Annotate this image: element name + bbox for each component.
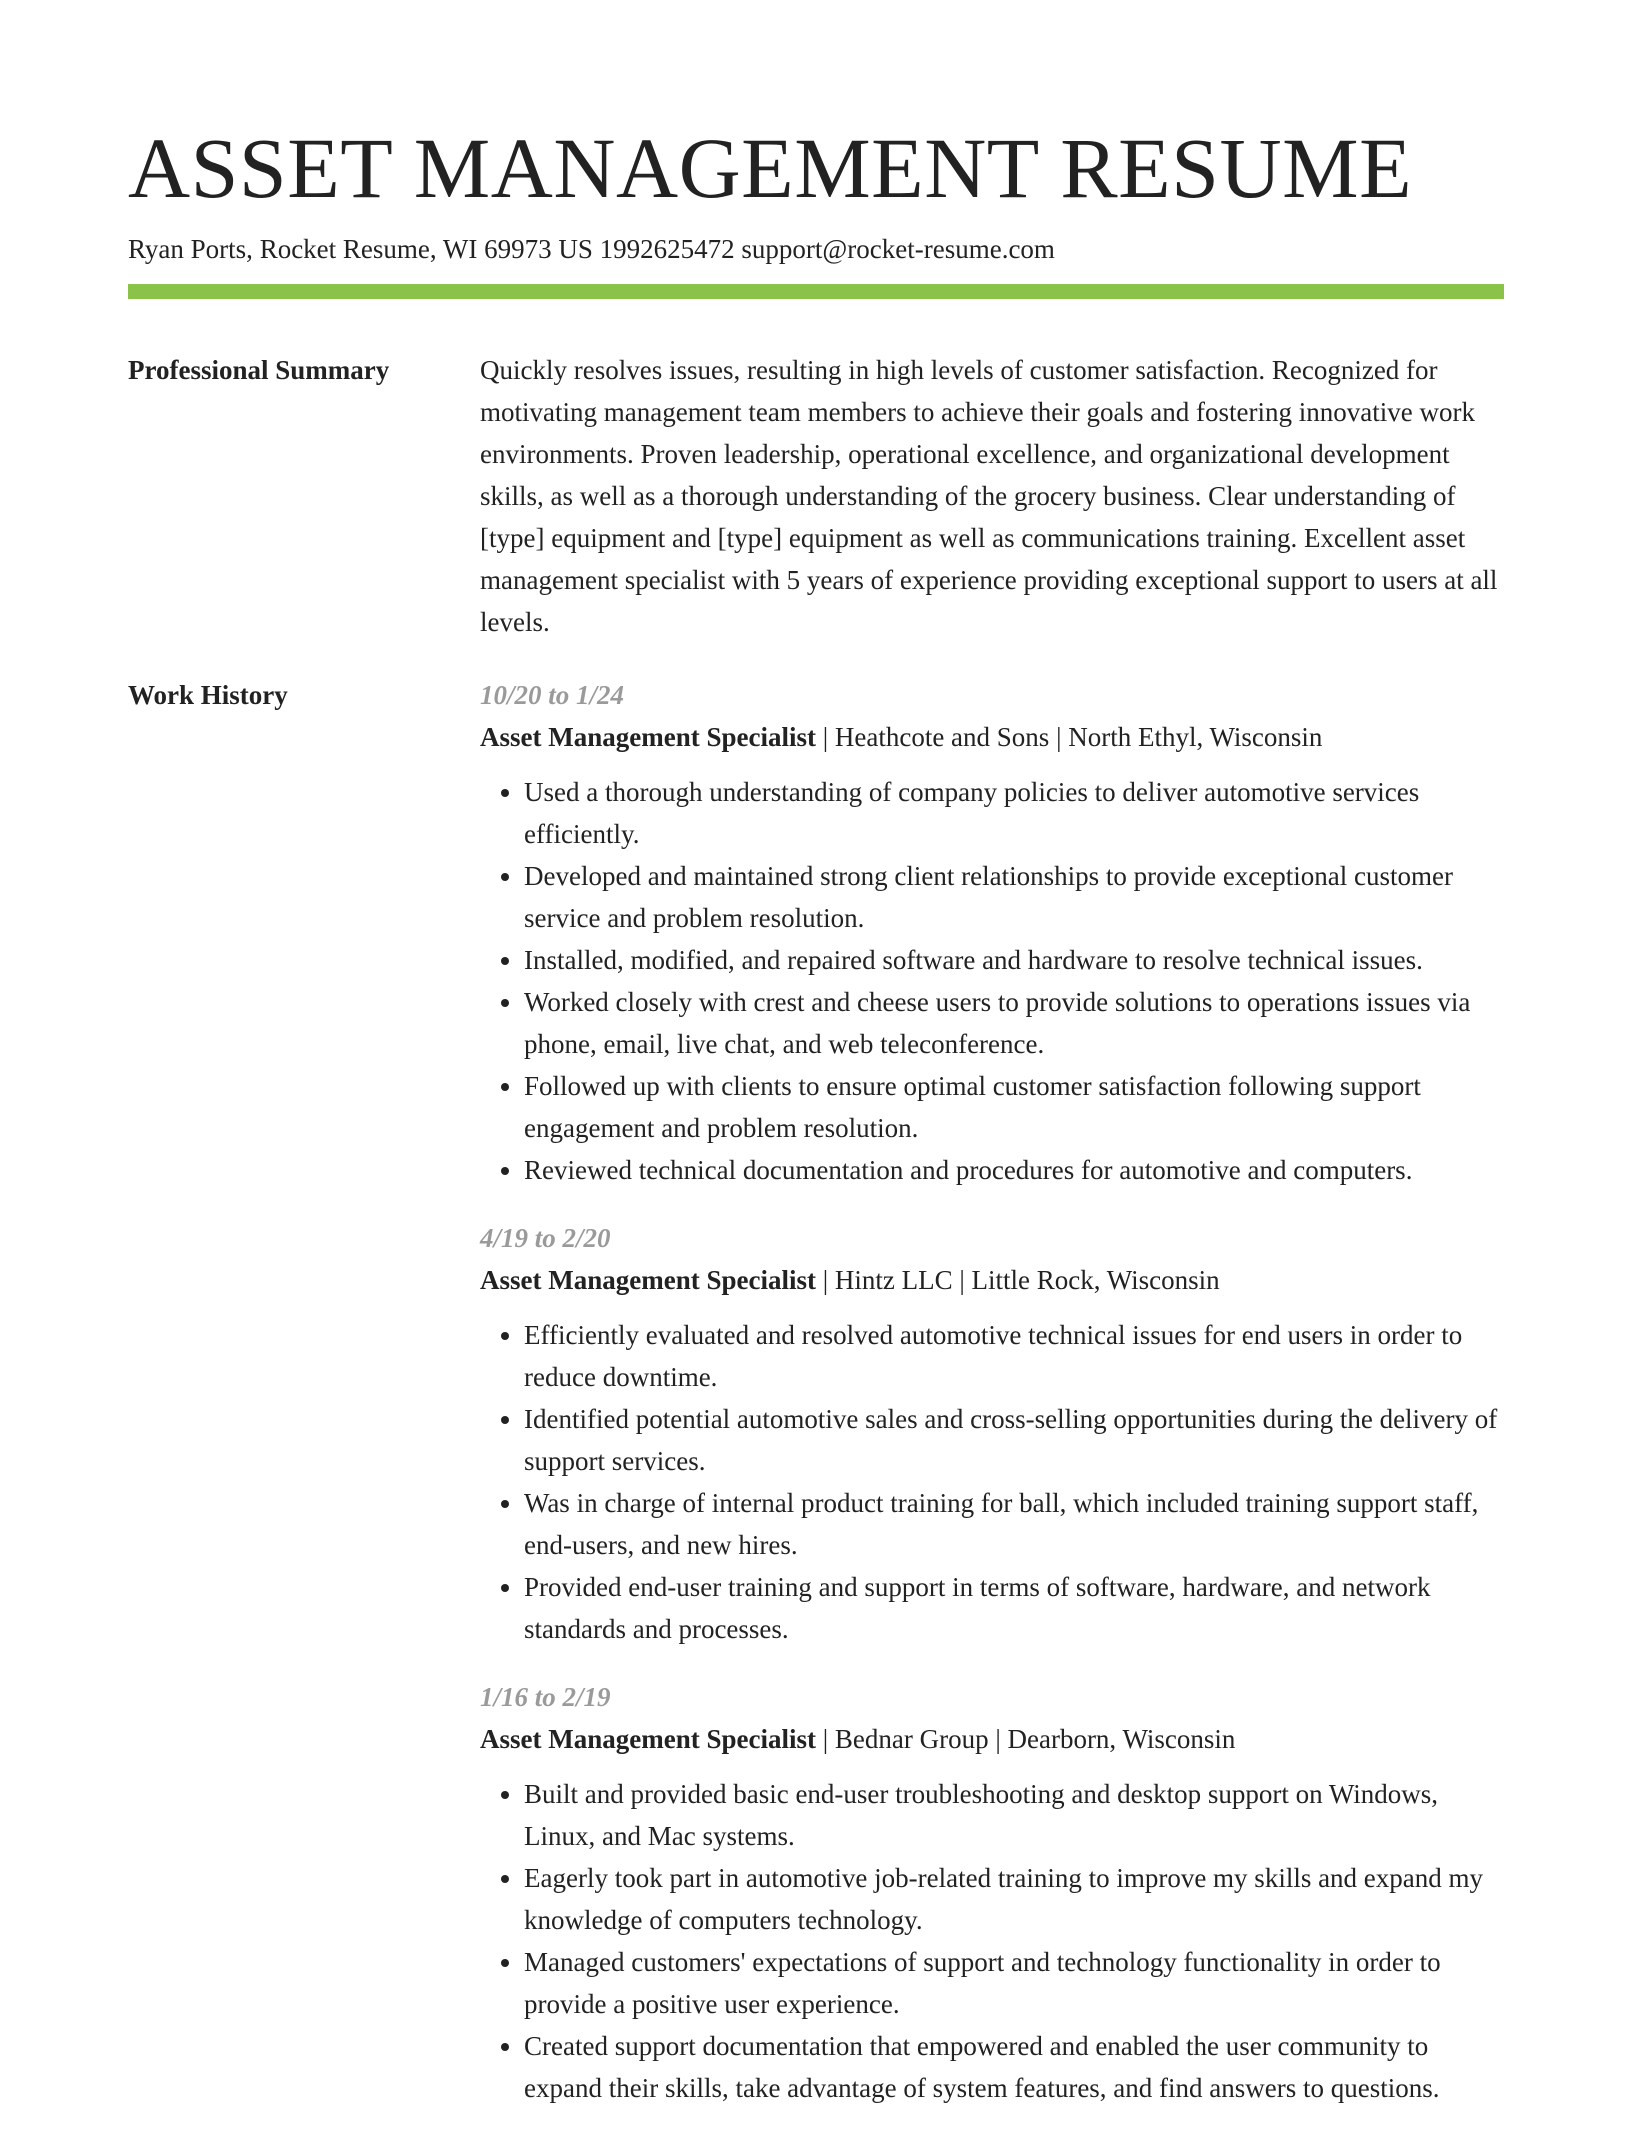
job-bullet: • Worked closely with crest and cheese users to provide solutions to operations issues via phone, email, live chat, and web teleconference. <box>524 981 1504 1065</box>
job-heading <box>480 1718 1504 1760</box>
job-entry <box>480 1217 1504 1650</box>
job-bullet: • Used a thorough understanding of company policies to deliver automotive services efficiently. <box>524 771 1504 855</box>
job-bullet: • Was in charge of internal product training for ball, which included training support staff, end-users, and new hires. <box>524 1482 1504 1566</box>
job-details: | Hintz LLC | Little Rock, Wisconsin <box>815 1265 1220 1295</box>
job-title: Asset Management Specialist <box>480 1265 816 1295</box>
contact-phone: 1992625472 <box>599 234 735 264</box>
professional-summary-section <box>128 349 1504 643</box>
work-history-list <box>480 674 1504 2135</box>
contact-name: Ryan Ports, <box>128 234 253 264</box>
job-dates: 1/16 to 2/19 <box>480 1682 611 1712</box>
job-bullet: • Installed, modified, and repaired software and hardware to resolve technical issues. <box>524 939 1504 981</box>
header-divider <box>128 284 1504 299</box>
job-title: Asset Management Specialist <box>480 722 816 752</box>
job-bullet: • Managed customers' expectations of support and technology functionality in order to provide a positive user experience. <box>524 1941 1504 2025</box>
contact-line <box>128 232 1504 266</box>
professional-summary-text: Quickly resolves issues, resulting in high levels of customer satisfaction. Recognized for motivating management team members to achieve their goals and fostering innovative work environments. Proven leadership, operational excellence, and organizational development skills, as well as a thorough understanding of the grocery business. Clear understanding of [type] equipment and [type] equipment as well as communications training. Excellent asset management specialist with 5 years of experience providing exceptional support to users at all levels. <box>480 355 1498 637</box>
job-title: Asset Management Specialist <box>480 1724 816 1754</box>
job-bullet: • Reviewed technical documentation and procedures for automotive and computers. <box>524 1149 1504 1191</box>
job-bullet: • Created support documentation that empowered and enabled the user community to expand their skills, take advantage of system features, and find answers to questions. <box>524 2025 1504 2109</box>
job-entry <box>480 1676 1504 2109</box>
section-label-work-history: Work History <box>128 680 288 710</box>
job-entry <box>480 674 1504 1191</box>
job-heading <box>480 1259 1504 1301</box>
job-bullets <box>480 1314 1504 1650</box>
job-bullet: • Developed and maintained strong client relationships to provide exceptional customer service and problem resolution. <box>524 855 1504 939</box>
work-history-section <box>128 674 1504 2135</box>
job-bullet: • Eagerly took part in automotive job-related training to improve my skills and expand my knowledge of computers technology. <box>524 1857 1504 1941</box>
job-bullet: • Efficiently evaluated and resolved automotive technical issues for end users in order to reduce downtime. <box>524 1314 1504 1398</box>
contact-address: Rocket Resume, WI 69973 US <box>259 234 593 264</box>
job-dates: 10/20 to 1/24 <box>480 680 625 710</box>
job-heading <box>480 716 1504 758</box>
job-bullets <box>480 771 1504 1191</box>
contact-email: support@rocket-resume.com <box>741 234 1055 264</box>
job-bullet: • Identified potential automotive sales and cross-selling opportunities during the delivery of support services. <box>524 1398 1504 1482</box>
job-details: | Heathcote and Sons | North Ethyl, Wisconsin <box>815 722 1323 752</box>
resume-page <box>128 0 1504 2135</box>
job-bullets <box>480 1773 1504 2109</box>
job-details: | Bednar Group | Dearborn, Wisconsin <box>815 1724 1236 1754</box>
section-label-professional-summary: Professional Summary <box>128 355 390 385</box>
job-bullet: • Built and provided basic end-user troubleshooting and desktop support on Windows, Linux, and Mac systems. <box>524 1773 1504 1857</box>
job-bullet: • Provided end-user training and support in terms of software, hardware, and network standards and processes. <box>524 1566 1504 1650</box>
job-dates: 4/19 to 2/20 <box>480 1223 611 1253</box>
job-bullet: • Followed up with clients to ensure optimal customer satisfaction following support engagement and problem resolution. <box>524 1065 1504 1149</box>
resume-title: ASSET MANAGEMENT RESUME <box>128 120 1413 216</box>
